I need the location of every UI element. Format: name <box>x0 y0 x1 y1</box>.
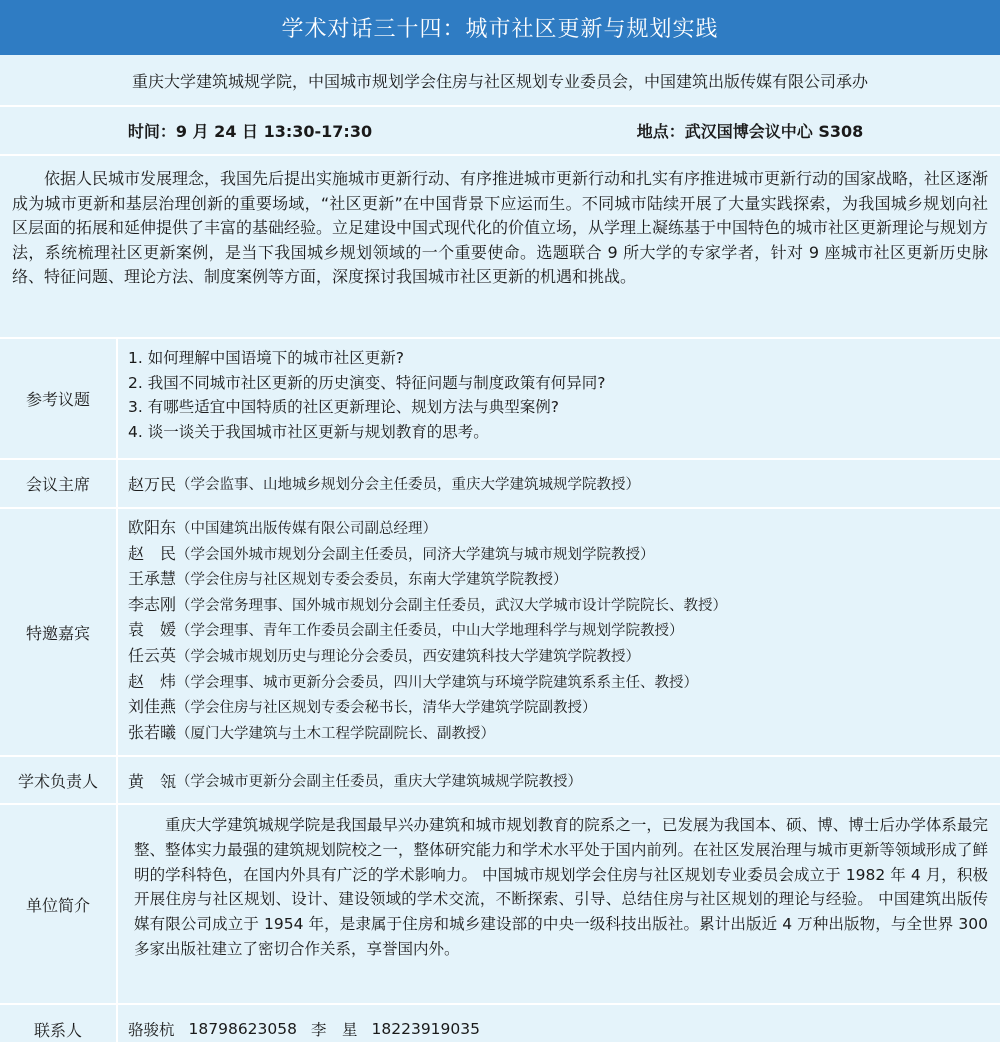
guest-name: 张若曦 <box>128 722 177 742</box>
guest-desc: （学会理事、城市更新分会委员，四川大学建筑与环境学院建筑系系主任、教授） <box>176 674 699 691</box>
topic-item: 1. 如何理解中国语境下的城市社区更新? <box>128 349 404 367</box>
guest-desc: （学会常务理事、国外城市规划分会副主任委员，武汉大学城市设计学院院长、教授） <box>176 597 728 614</box>
topic-item: 3. 有哪些适宜中国特质的社区更新理论、规划方法与典型案例? <box>128 398 559 416</box>
contact-content <box>118 1005 1000 1042</box>
guest-desc: （学会住房与社区规划专委会秘书长，清华大学建筑学院副教授） <box>176 700 597 717</box>
leader-label: 学术负责人 <box>0 757 118 803</box>
time-place-row <box>0 107 1000 156</box>
guest-item <box>128 567 1000 593</box>
topic-item: 4. 谈一谈关于我国城市社区更新与规划教育的思考。 <box>128 422 489 441</box>
topics-list <box>118 339 1000 458</box>
guest-desc: （学会住房与社区规划专委会委员，东南大学建筑学院教授） <box>176 572 568 589</box>
intro-paragraph: 依据人民城市发展理念，我国先后提出实施城市更新行动、有序推进城市更新行动和扎实有序推进城市更新行动的国家战略，社区逐渐成为城市更新和基层治理创新的重要场域，“社区更新”在中国背景下应运而生。不同城市陆续开展了大量实践探索，为我国城乡规划向社区层面的拓展和延伸提供了丰富的基础经验。立足建设中国式现代化的价值立场，从学理上凝练基于中国特色的城市社区更新理论与规划方法，系统梳理社区更新案例，是当下我国城乡规划领域的一个重要使命。选题联合 9 所大学的专家学者，针对 9 座城市社区更新历史脉络、特征问题、理论方法、制度案例等方面，深度探讨我国城市社区更新的机遇和挑战。 <box>0 156 1000 339</box>
guest-item <box>128 670 1000 696</box>
units-label: 单位简介 <box>0 805 118 1003</box>
leader-content <box>118 757 1000 803</box>
contact-person-2-name: 李 星 <box>311 1021 358 1039</box>
guest-item <box>128 516 1000 542</box>
contact-label: 联系人 <box>0 1005 118 1042</box>
title-bar <box>0 0 1000 55</box>
contact-person-1-phone: 18798623058 <box>188 1020 297 1038</box>
contact-row <box>0 1005 1000 1042</box>
guest-name: 赵 民 <box>128 543 177 563</box>
guest-name: 刘佳燕 <box>128 697 177 717</box>
units-row <box>0 805 1000 1005</box>
leader-row <box>0 757 1000 805</box>
guest-desc: （学会城市规划历史与理论分会委员，西安建筑科技大学建筑学院教授） <box>176 648 641 665</box>
guest-item <box>128 644 1000 670</box>
guest-item <box>128 618 1000 644</box>
guest-item <box>128 542 1000 568</box>
guest-item <box>128 721 1000 747</box>
guest-desc: （中国建筑出版传媒有限公司副总经理） <box>176 521 438 537</box>
contact-person-1-name: 骆骏杭 <box>128 1021 175 1039</box>
units-text: 重庆大学建筑城规学院是我国最早兴办建筑和城市规划教育的院系之一，已发展为我国本、硕、博、博士后办学体系最完整、整体实力最强的建筑规划院校之一，整体研究能力和学术水平处于国内前列。在社区发展治理与城市更新等领域形成了鲜明的学科特色，在国内外具有广泛的学术影响力。 中国城市规划学会住房与社区规划专业委员会成立于 1982 年 4 月，积极开展住房与社区规划、设计、建设领域的学术交流，不断探索、引导、总结住房与社区规划的理论与经验。 中国建筑出版传媒有限公司成立于 1954 年，是隶属于住房和城乡建设部的中央一级科技出版社。累计出版近 4 万种出版物，与全世界 300 多家出版社建立了密切合作关系，享誉国内外。 <box>134 816 988 958</box>
topic-item: 2. 我国不同城市社区更新的历史演变、特征问题与制度政策有何异同? <box>128 373 606 392</box>
guest-desc: （学会国外城市规划分会副主任委员，同济大学建筑与城市规划学院教授） <box>176 546 655 563</box>
chair-desc: （学会监事、山地城乡规划分会主任委员，重庆大学建筑城规学院教授） <box>176 477 641 493</box>
guests-label: 特邀嘉宾 <box>0 509 118 755</box>
time-text: 时间：9 月 24 日 13:30-17:30 <box>127 122 373 141</box>
chair-name: 赵万民 <box>128 475 177 494</box>
guest-name: 任云英 <box>128 645 177 665</box>
leader-desc: （学会城市更新分会副主任委员，重庆大学建筑城规学院教授） <box>176 773 583 790</box>
guest-name: 赵 炜 <box>128 671 177 691</box>
chair-label: 会议主席 <box>0 460 118 507</box>
page-title: 学术对话三十四：城市社区更新与规划实践 <box>281 17 719 42</box>
guest-name: 欧阳东 <box>128 518 177 537</box>
place-text: 地点：武汉国博会议中心 S308 <box>636 122 864 141</box>
leader-name: 黄 瓴 <box>128 771 177 791</box>
guest-name: 李志刚 <box>128 594 177 614</box>
guest-name: 王承慧 <box>128 569 177 589</box>
topics-row <box>0 339 1000 460</box>
guests-list <box>118 509 1000 755</box>
contact-person-2-phone: 18223919035 <box>371 1020 480 1038</box>
guest-name: 袁 媛 <box>128 620 177 640</box>
chair-content <box>118 460 1000 507</box>
guest-desc: （学会理事、青年工作委员会副主任委员，中山大学地理科学与规划学院教授） <box>176 623 684 640</box>
topics-label: 参考议题 <box>0 339 118 458</box>
guest-desc: （厦门大学建筑与土木工程学院副院长、副教授） <box>176 725 496 742</box>
organizers-row <box>0 55 1000 107</box>
organizers-text: 重庆大学建筑城规学院，中国城市规划学会住房与社区规划专业委员会，中国建筑出版传媒有限公司承办 <box>131 71 868 91</box>
chair-row <box>0 460 1000 509</box>
guests-row <box>0 509 1000 757</box>
guest-item <box>128 695 1000 721</box>
guest-item <box>128 593 1000 619</box>
